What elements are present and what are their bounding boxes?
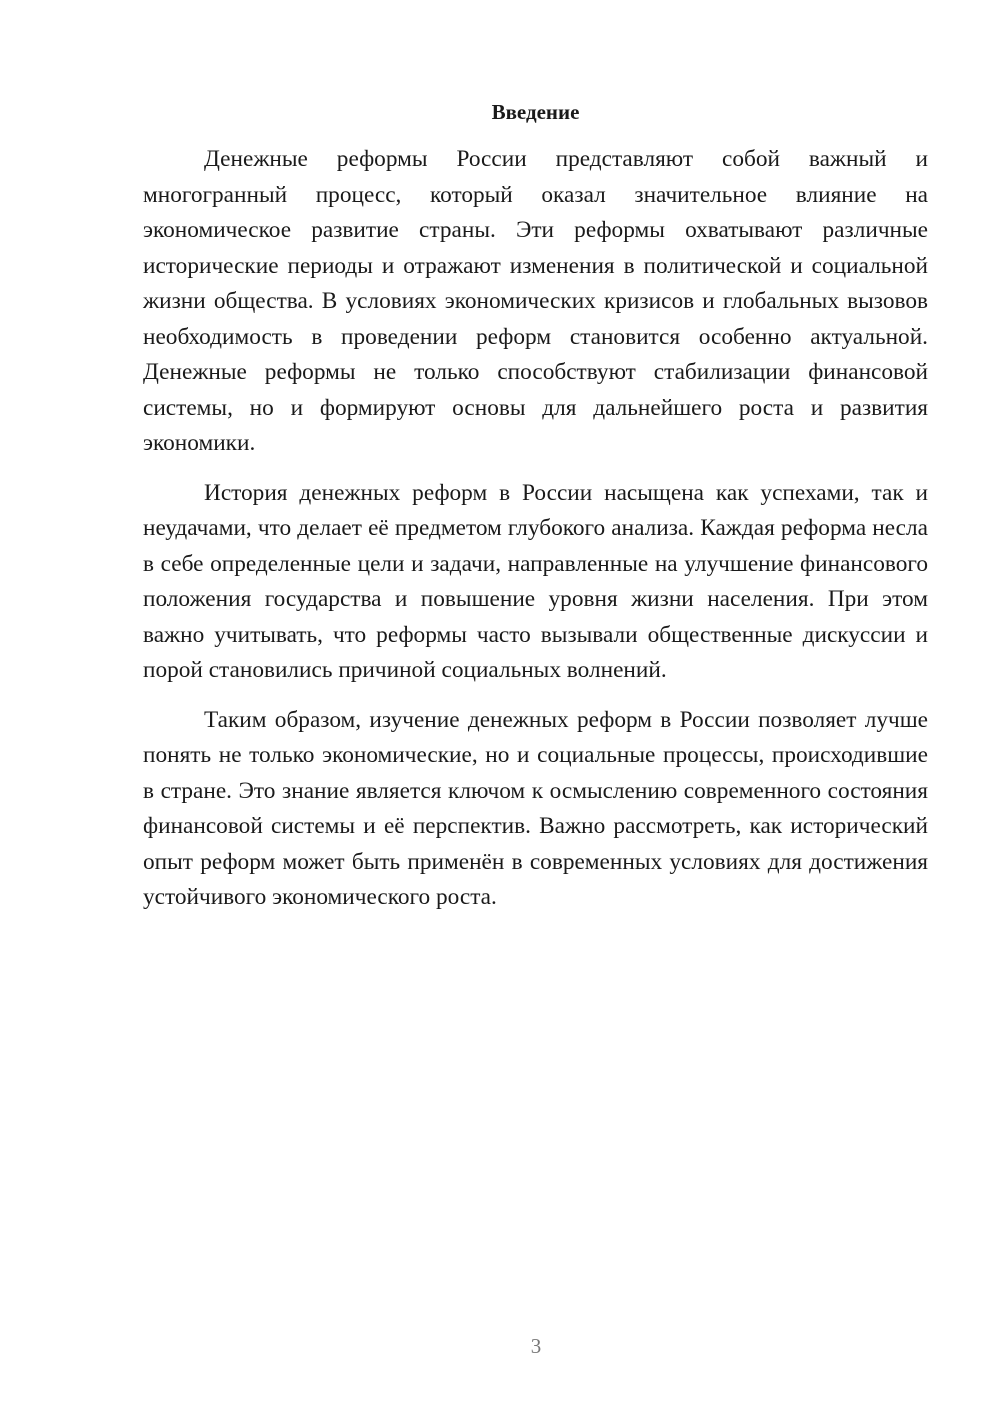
paragraph-2: История денежных реформ в России насыщена как успехами, так и неудачами, что делает её предметом глубокого анализа. Каждая реформа несла в себе определенные цели и задачи, направленные на улучшение финансового положения государства и повышение уровня жизни населения. При этом важно учитывать, что реформы часто вызывали общественные дискуссии и порой становились причиной социальных волнений. [143, 479, 928, 683]
section-title: Введение [491, 100, 580, 124]
paragraph-1: Денежные реформы России представляют собой важный и многогранный процесс, который оказал значительное влияние на экономическое развитие страны. Эти реформы охватывают различные исторические периоды и отражают изменения в политической и социальной жизни общества. В условиях экономических кризисов и глобальных вызовов необходимость в проведении реформ становится особенно актуальной. Денежные реформы не только способствуют стабилизации финансовой системы, но и формируют основы для дальнейшего роста и развития экономики. [143, 146, 928, 456]
page-number: 3 [530, 1334, 542, 1358]
body-text [143, 142, 928, 930]
paragraph-3: Таким образом, изучение денежных реформ в России позволяет лучше понять не только экономические, но и социальные процессы, происходившие в стране. Это знание является ключом к осмыслению современного состояния финансовой системы и её перспектив. Важно рассмотреть, как исторический опыт реформ может быть применён в современных условиях для достижения устойчивого экономического роста. [143, 706, 928, 910]
